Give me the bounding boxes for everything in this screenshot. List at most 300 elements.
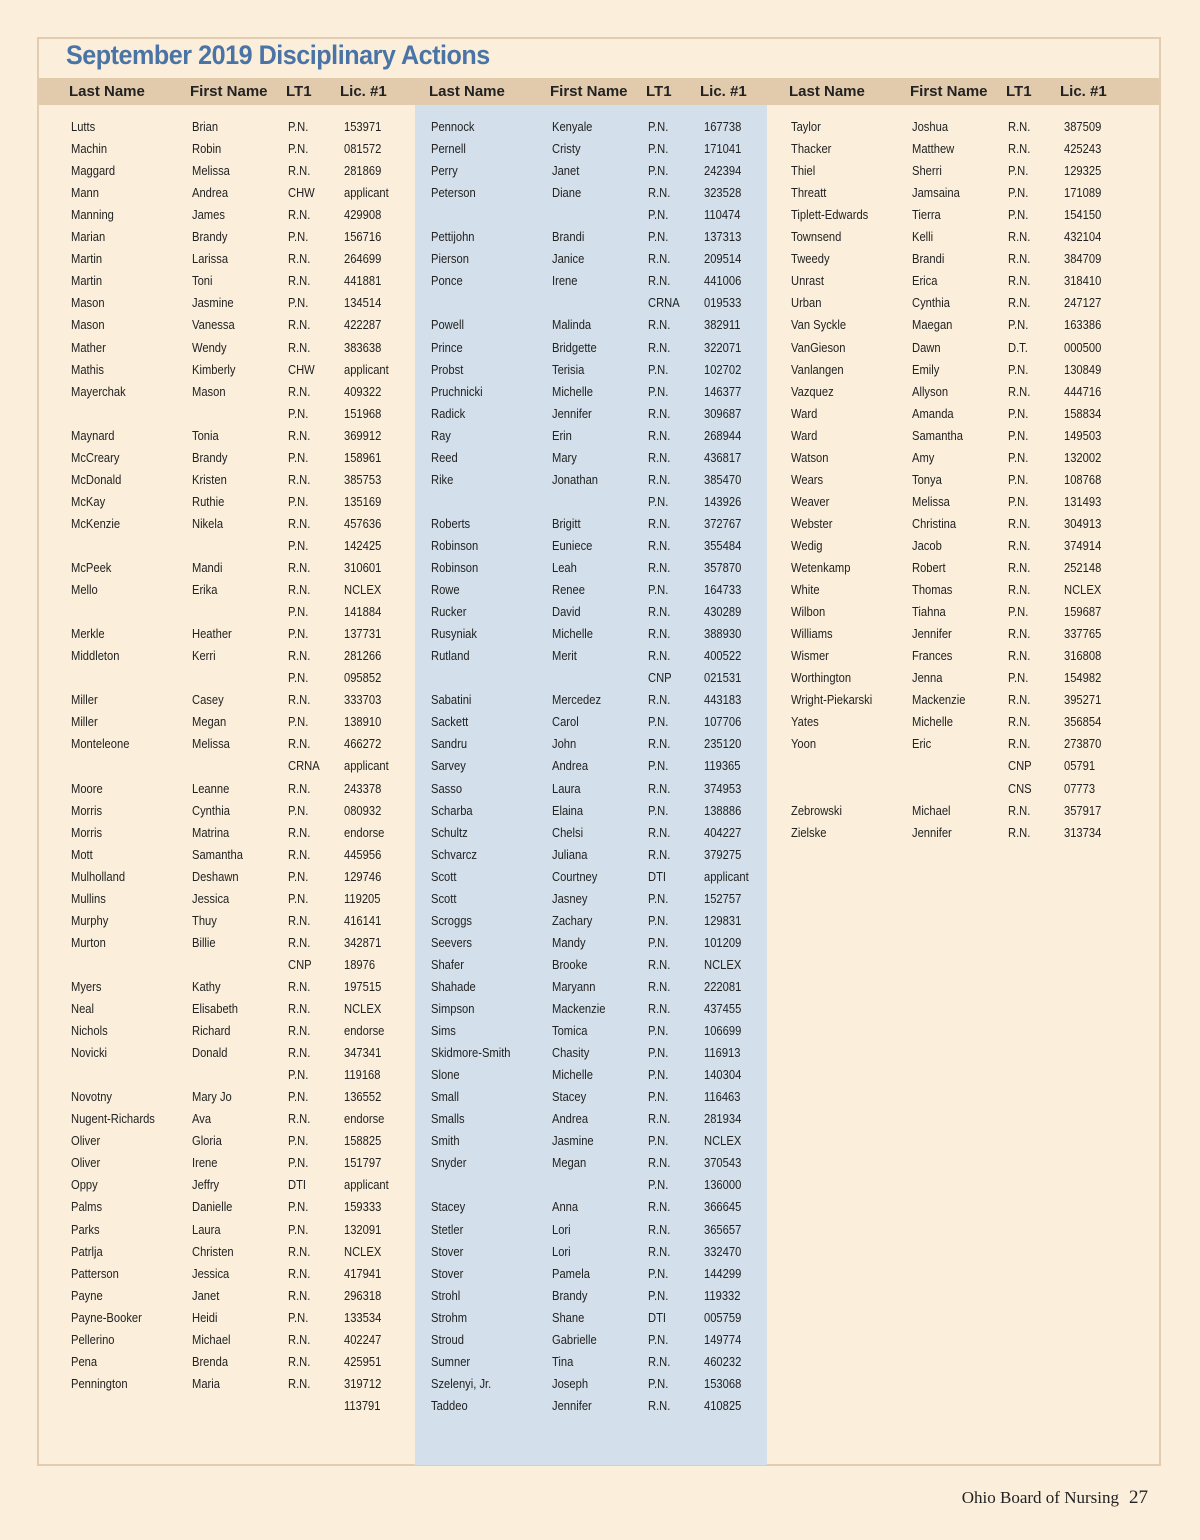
license-cell: 151968 — [344, 405, 382, 421]
last-name-cell: Scott — [431, 890, 457, 906]
lt1-cell: R.N. — [648, 626, 671, 642]
license-cell: 151797 — [344, 1155, 382, 1171]
first-name-cell: Brandy — [552, 1287, 588, 1303]
last-name-header: Last Name — [69, 83, 145, 100]
license-cell: 425951 — [344, 1353, 382, 1369]
lt1-header: LT1 — [286, 83, 312, 100]
first-name-cell: Leah — [552, 560, 577, 575]
first-name-cell: Michelle — [912, 714, 954, 730]
license-cell: 445956 — [344, 846, 382, 862]
lt1-cell: P.N. — [648, 119, 669, 134]
last-name-cell: Mason — [71, 295, 105, 311]
last-name-cell: Slone — [431, 1067, 460, 1083]
license-cell: 136000 — [704, 1177, 742, 1193]
first-name-cell: Eric — [912, 736, 932, 752]
lt1-cell: R.N. — [1008, 119, 1031, 134]
last-name-cell: Martin — [71, 251, 103, 267]
first-name-cell: Matthew — [912, 141, 955, 157]
first-name-cell: Elisabeth — [192, 1001, 238, 1016]
first-name-cell: Juliana — [552, 846, 588, 862]
lt1-cell: R.N. — [288, 692, 311, 708]
lt1-cell: P.N. — [648, 493, 669, 509]
last-name-cell: Mather — [71, 339, 106, 355]
lt1-cell: R.N. — [648, 273, 671, 289]
last-name-cell: Pennock — [431, 119, 475, 134]
first-name-cell: Jasmine — [552, 1133, 594, 1149]
first-name-cell: Courtney — [552, 868, 598, 884]
lt1-cell: P.N. — [648, 758, 669, 774]
first-name-cell: Michael — [912, 802, 951, 818]
last-name-cell: Rike — [431, 471, 454, 487]
first-name-cell: Erica — [912, 273, 938, 289]
last-name-cell: Miller — [71, 714, 98, 730]
lt1-cell: P.N. — [1008, 449, 1029, 465]
lt1-cell: R.N. — [288, 978, 311, 994]
first-name-cell: Emily — [912, 361, 940, 377]
first-name-cell: Erin — [552, 427, 572, 443]
lt1-cell: R.N. — [1008, 251, 1031, 267]
license-cell: 101209 — [704, 934, 742, 950]
first-name-cell: Mandi — [192, 560, 223, 575]
license-cell: 404227 — [704, 824, 742, 840]
license-cell: 372767 — [704, 515, 742, 531]
lt1-cell: R.N. — [288, 207, 311, 223]
lt1-cell: P.N. — [288, 802, 309, 818]
first-name-cell: Brandi — [552, 229, 585, 245]
first-name-cell: Gloria — [192, 1133, 222, 1149]
last-name-cell: Oliver — [71, 1155, 101, 1171]
last-name-cell: Scharba — [431, 802, 473, 818]
last-name-cell: Unrast — [791, 273, 824, 289]
last-name-cell: Marian — [71, 229, 106, 245]
last-name-cell: Yoon — [791, 736, 817, 752]
license-cell: 146377 — [704, 383, 742, 399]
license-cell: 437455 — [704, 1001, 742, 1016]
lt1-cell: P.N. — [648, 1023, 669, 1039]
first-name-cell: Malinda — [552, 317, 592, 333]
lt1-cell: R.N. — [288, 648, 311, 664]
lt1-cell: R.N. — [288, 427, 311, 443]
license-cell: 382911 — [704, 317, 741, 333]
lt1-cell: R.N. — [288, 1001, 311, 1016]
license-cell: 171089 — [1064, 185, 1102, 201]
last-name-cell: Simpson — [431, 1001, 475, 1016]
last-name-cell: Murton — [71, 934, 106, 950]
last-name-cell: Powell — [431, 317, 464, 333]
first-name-cell: Larissa — [192, 251, 229, 267]
license-cell: 119205 — [344, 890, 381, 906]
last-name-cell: Vanlangen — [791, 361, 844, 377]
first-name-cell: Anna — [552, 1199, 579, 1215]
license-cell: 019533 — [704, 295, 742, 311]
last-name-cell: Mayerchak — [71, 383, 126, 399]
first-name-cell: Carol — [552, 714, 579, 730]
first-name-cell: Kelli — [912, 229, 934, 245]
license-cell: 080932 — [344, 802, 382, 818]
first-name-cell: Gabrielle — [552, 1331, 597, 1347]
lt1-cell: R.N. — [288, 1023, 311, 1039]
first-name-header: First Name — [190, 83, 268, 100]
license-cell: 264699 — [344, 251, 382, 267]
first-name-cell: Mason — [192, 383, 226, 399]
license-cell: 140304 — [704, 1067, 742, 1083]
license-cell: endorse — [344, 1111, 385, 1127]
first-name-cell: Richard — [192, 1023, 231, 1039]
footer — [962, 1487, 1148, 1509]
lt1-cell: R.N. — [648, 780, 671, 796]
first-name-cell: Mary Jo — [192, 1089, 232, 1105]
last-name-cell: Sims — [431, 1023, 456, 1039]
last-name-cell: Tiplett-Edwards — [791, 207, 869, 223]
license-cell: 357917 — [1064, 802, 1102, 818]
first-name-cell: Joshua — [912, 119, 949, 134]
first-name-cell: Billie — [192, 934, 216, 950]
last-name-cell: Pennington — [71, 1375, 128, 1391]
last-name-cell: Scroggs — [431, 912, 473, 928]
first-name-cell: Tina — [552, 1353, 574, 1369]
lt1-cell: P.N. — [1008, 361, 1029, 377]
license-cell: applicant — [344, 1177, 389, 1193]
license-cell: 167738 — [704, 119, 742, 134]
license-cell: 158961 — [344, 449, 382, 465]
license-cell: 460232 — [704, 1353, 742, 1369]
first-name-cell: Shane — [552, 1309, 585, 1325]
first-name-cell: Erika — [192, 582, 218, 598]
page-number: 27 — [1129, 1487, 1148, 1508]
first-name-cell: Janet — [552, 163, 580, 179]
lt1-header: LT1 — [1006, 83, 1032, 100]
first-name-cell: Jacob — [912, 537, 942, 553]
first-name-header: First Name — [910, 83, 988, 100]
license-cell: 132002 — [1064, 449, 1102, 465]
lt1-cell: P.N. — [288, 626, 309, 642]
license-cell: 156716 — [344, 229, 382, 245]
first-name-cell: Casey — [192, 692, 224, 708]
lt1-cell: R.N. — [648, 1199, 671, 1215]
lt1-cell: R.N. — [648, 537, 671, 553]
last-name-header: Last Name — [789, 83, 865, 100]
last-name-cell: Oppy — [71, 1177, 98, 1193]
last-name-cell: Mulholland — [71, 868, 126, 884]
license-cell: 252148 — [1064, 560, 1102, 575]
lt1-cell: R.N. — [1008, 537, 1031, 553]
first-name-cell: Tiahna — [912, 604, 946, 620]
last-name-cell: Pruchnicki — [431, 383, 483, 399]
first-name-cell: Janet — [192, 1287, 220, 1303]
first-name-cell: Samantha — [192, 846, 243, 862]
lt1-cell: P.N. — [288, 295, 309, 311]
license-cell: 129831 — [704, 912, 742, 928]
license-cell: 153068 — [704, 1375, 742, 1391]
license-cell: 402247 — [344, 1331, 382, 1347]
last-name-cell: Wetenkamp — [791, 560, 851, 575]
last-name-cell: Sarvey — [431, 758, 466, 774]
first-name-cell: Melissa — [192, 163, 230, 179]
license-cell: 132091 — [344, 1221, 382, 1237]
lt1-cell: P.N. — [288, 537, 309, 553]
license-cell: 242394 — [704, 163, 742, 179]
license-cell: 154982 — [1064, 670, 1102, 686]
last-name-cell: Neal — [71, 1001, 95, 1016]
license-cell: NCLEX — [704, 1133, 742, 1149]
first-name-cell: Jenna — [912, 670, 943, 686]
first-name-cell: Heidi — [192, 1309, 218, 1325]
last-name-cell: White — [791, 582, 820, 598]
license-cell: 370543 — [704, 1155, 742, 1171]
last-name-cell: Pellerino — [71, 1331, 115, 1347]
lt1-cell: P.N. — [648, 361, 669, 377]
first-name-cell: Jennifer — [912, 626, 952, 642]
first-name-cell: Jasmine — [192, 295, 234, 311]
lt1-cell: R.N. — [1008, 273, 1031, 289]
lt1-cell: P.N. — [288, 493, 309, 509]
license-cell: 243378 — [344, 780, 382, 796]
lt1-cell: P.N. — [288, 405, 309, 421]
lt1-cell: R.N. — [288, 912, 311, 928]
lt1-cell: P.N. — [648, 1331, 669, 1347]
lt1-cell: P.N. — [288, 1067, 309, 1083]
lt1-cell: R.N. — [648, 1001, 671, 1016]
last-name-cell: Sandru — [431, 736, 468, 752]
last-name-cell: Stetler — [431, 1221, 464, 1237]
last-name-cell: Stover — [431, 1265, 464, 1281]
license-header: Lic. #1 — [1060, 83, 1107, 100]
last-name-cell: Mann — [71, 185, 99, 201]
first-name-cell: Maegan — [912, 317, 953, 333]
lt1-cell: CNP — [1008, 758, 1032, 774]
license-cell: NCLEX — [704, 956, 742, 972]
license-cell: 443183 — [704, 692, 742, 708]
first-name-cell: Robin — [192, 141, 222, 157]
license-cell: 425243 — [1064, 141, 1102, 157]
first-name-cell: David — [552, 604, 581, 620]
footer-org: Ohio Board of Nursing — [961, 1488, 1119, 1507]
last-name-cell: Smith — [431, 1133, 460, 1149]
lt1-cell: P.N. — [648, 1375, 669, 1391]
lt1-cell: P.N. — [288, 1133, 309, 1149]
first-name-cell: Samantha — [912, 427, 963, 443]
lt1-cell: P.N. — [1008, 207, 1029, 223]
last-name-cell: Yates — [791, 714, 819, 730]
last-name-cell: Townsend — [791, 229, 842, 245]
lt1-cell: CNP — [288, 956, 312, 972]
license-cell: 323528 — [704, 185, 742, 201]
license-cell: 410825 — [704, 1397, 742, 1413]
license-cell: 18976 — [344, 956, 376, 972]
last-name-cell: Moore — [71, 780, 103, 796]
first-name-cell: Merit — [552, 648, 577, 664]
lt1-cell: P.N. — [648, 1067, 669, 1083]
license-cell: 134514 — [344, 295, 382, 311]
first-name-cell: Cynthia — [192, 802, 230, 818]
license-cell: 119332 — [704, 1287, 741, 1303]
lt1-cell: P.N. — [288, 1221, 309, 1237]
license-cell: endorse — [344, 824, 385, 840]
first-name-cell: Leanne — [192, 780, 230, 796]
last-name-cell: Williams — [791, 626, 833, 642]
last-name-cell: Wedig — [791, 537, 823, 553]
first-name-cell: Christen — [192, 1243, 234, 1259]
lt1-cell: P.N. — [648, 1287, 669, 1303]
lt1-cell: R.N. — [288, 1331, 311, 1347]
last-name-cell: Reed — [431, 449, 458, 465]
last-name-cell: Sabatini — [431, 692, 472, 708]
lt1-cell: R.N. — [648, 185, 671, 201]
first-name-cell: Cynthia — [912, 295, 950, 311]
lt1-header: LT1 — [646, 83, 672, 100]
lt1-cell: R.N. — [648, 515, 671, 531]
first-name-cell: Jonathan — [552, 471, 599, 487]
last-name-cell: Schultz — [431, 824, 468, 840]
last-name-cell: Payne-Booker — [71, 1309, 142, 1325]
lt1-cell: P.N. — [648, 383, 669, 399]
last-name-cell: Radick — [431, 405, 466, 421]
lt1-cell: P.N. — [288, 714, 309, 730]
first-name-cell: John — [552, 736, 577, 752]
license-cell: 130849 — [1064, 361, 1102, 377]
first-name-cell: Megan — [192, 714, 227, 730]
lt1-cell: R.N. — [648, 1221, 671, 1237]
license-cell: 337765 — [1064, 626, 1102, 642]
last-name-cell: Myers — [71, 978, 102, 994]
license-cell: 379275 — [704, 846, 742, 862]
license-cell: 116913 — [704, 1045, 741, 1061]
lt1-cell: P.N. — [648, 1265, 669, 1281]
license-cell: 081572 — [344, 141, 382, 157]
license-cell: 383638 — [344, 339, 382, 355]
license-cell: NCLEX — [1064, 582, 1102, 598]
lt1-cell: R.N. — [648, 427, 671, 443]
license-cell: applicant — [344, 361, 389, 377]
last-name-cell: Novicki — [71, 1045, 108, 1061]
lt1-cell: P.N. — [1008, 317, 1029, 333]
lt1-cell: P.N. — [288, 604, 309, 620]
last-name-cell: Patrlja — [71, 1243, 103, 1259]
license-cell: 384709 — [1064, 251, 1102, 267]
last-name-cell: Morris — [71, 802, 103, 818]
lt1-cell: R.N. — [288, 1111, 311, 1127]
license-cell: 281869 — [344, 163, 382, 179]
lt1-cell: R.N. — [1008, 383, 1031, 399]
lt1-cell: P.N. — [288, 868, 309, 884]
last-name-cell: Shahade — [431, 978, 476, 994]
lt1-cell: P.N. — [1008, 670, 1029, 686]
lt1-cell: R.N. — [648, 449, 671, 465]
last-name-cell: Robinson — [431, 560, 479, 575]
first-name-cell: Amanda — [912, 405, 954, 421]
lt1-cell: P.N. — [288, 449, 309, 465]
license-cell: 322071 — [704, 339, 742, 355]
last-name-header: Last Name — [429, 83, 505, 100]
license-cell: 141884 — [344, 604, 382, 620]
license-cell: 309687 — [704, 405, 742, 421]
first-name-cell: Frances — [912, 648, 953, 664]
license-cell: 159333 — [344, 1199, 382, 1215]
last-name-cell: McDonald — [71, 471, 122, 487]
last-name-cell: Roberts — [431, 515, 471, 531]
last-name-cell: Mathis — [71, 361, 104, 377]
first-name-cell: Laura — [192, 1221, 221, 1237]
last-name-cell: McPeek — [71, 560, 112, 575]
last-name-cell: Robinson — [431, 537, 479, 553]
last-name-cell: Stroud — [431, 1331, 464, 1347]
last-name-cell: Patterson — [71, 1265, 119, 1281]
first-name-cell: Brooke — [552, 956, 588, 972]
license-cell: 318410 — [1064, 273, 1102, 289]
last-name-cell: Wilbon — [791, 604, 826, 620]
first-name-cell: Ava — [192, 1111, 212, 1127]
lt1-cell: P.N. — [288, 1199, 309, 1215]
license-cell: 466272 — [344, 736, 382, 752]
lt1-cell: P.N. — [648, 1133, 669, 1149]
lt1-cell: R.N. — [288, 582, 311, 598]
lt1-cell: R.N. — [648, 648, 671, 664]
license-cell: 021531 — [704, 670, 742, 686]
first-name-cell: Brian — [192, 119, 219, 134]
last-name-cell: Pena — [71, 1353, 98, 1369]
license-cell: endorse — [344, 1023, 385, 1039]
last-name-cell: Mott — [71, 846, 93, 862]
first-name-cell: Jeffry — [192, 1177, 220, 1193]
last-name-cell: Ponce — [431, 273, 463, 289]
first-name-cell: Wendy — [192, 339, 227, 355]
license-cell: 430289 — [704, 604, 742, 620]
lt1-cell: P.N. — [648, 1177, 669, 1193]
last-name-cell: Mullins — [71, 890, 106, 906]
lt1-cell: CHW — [288, 185, 315, 201]
first-name-cell: Tonya — [912, 471, 942, 487]
lt1-cell: CRNA — [648, 295, 680, 311]
license-cell: 296318 — [344, 1287, 382, 1303]
lt1-cell: P.N. — [648, 207, 669, 223]
first-name-cell: Lori — [552, 1243, 571, 1259]
license-cell: 129325 — [1064, 163, 1102, 179]
license-cell: 316808 — [1064, 648, 1102, 664]
first-name-cell: Diane — [552, 185, 582, 201]
license-cell: 07773 — [1064, 780, 1096, 796]
last-name-cell: Pierson — [431, 251, 469, 267]
last-name-cell: Wears — [791, 471, 824, 487]
license-cell: 432104 — [1064, 229, 1102, 245]
license-cell: 247127 — [1064, 295, 1102, 311]
license-cell: 164733 — [704, 582, 742, 598]
license-cell: 158825 — [344, 1133, 382, 1149]
first-name-cell: Lori — [552, 1221, 571, 1237]
license-cell: 137731 — [344, 626, 382, 642]
license-cell: 095852 — [344, 670, 382, 686]
lt1-cell: R.N. — [288, 273, 311, 289]
first-name-cell: Toni — [192, 273, 213, 289]
license-cell: 163386 — [1064, 317, 1102, 333]
license-cell: 422287 — [344, 317, 382, 333]
first-name-cell: Brandi — [912, 251, 945, 267]
license-cell: 107706 — [704, 714, 742, 730]
lt1-cell: R.N. — [648, 1111, 671, 1127]
first-name-cell: Jennifer — [912, 824, 952, 840]
last-name-cell: Wright-Piekarski — [791, 692, 873, 708]
first-name-cell: Michelle — [552, 626, 594, 642]
first-name-cell: Zachary — [552, 912, 593, 928]
last-name-cell: Monteleone — [71, 736, 130, 752]
lt1-cell: CNS — [1008, 780, 1032, 796]
last-name-cell: Zebrowski — [791, 802, 842, 818]
last-name-cell: Wismer — [791, 648, 829, 664]
first-name-cell: Joseph — [552, 1375, 589, 1391]
first-name-cell: Jennifer — [552, 1397, 592, 1413]
lt1-cell: P.N. — [648, 802, 669, 818]
license-cell: 436817 — [704, 449, 742, 465]
first-name-cell: Brandy — [192, 229, 228, 245]
